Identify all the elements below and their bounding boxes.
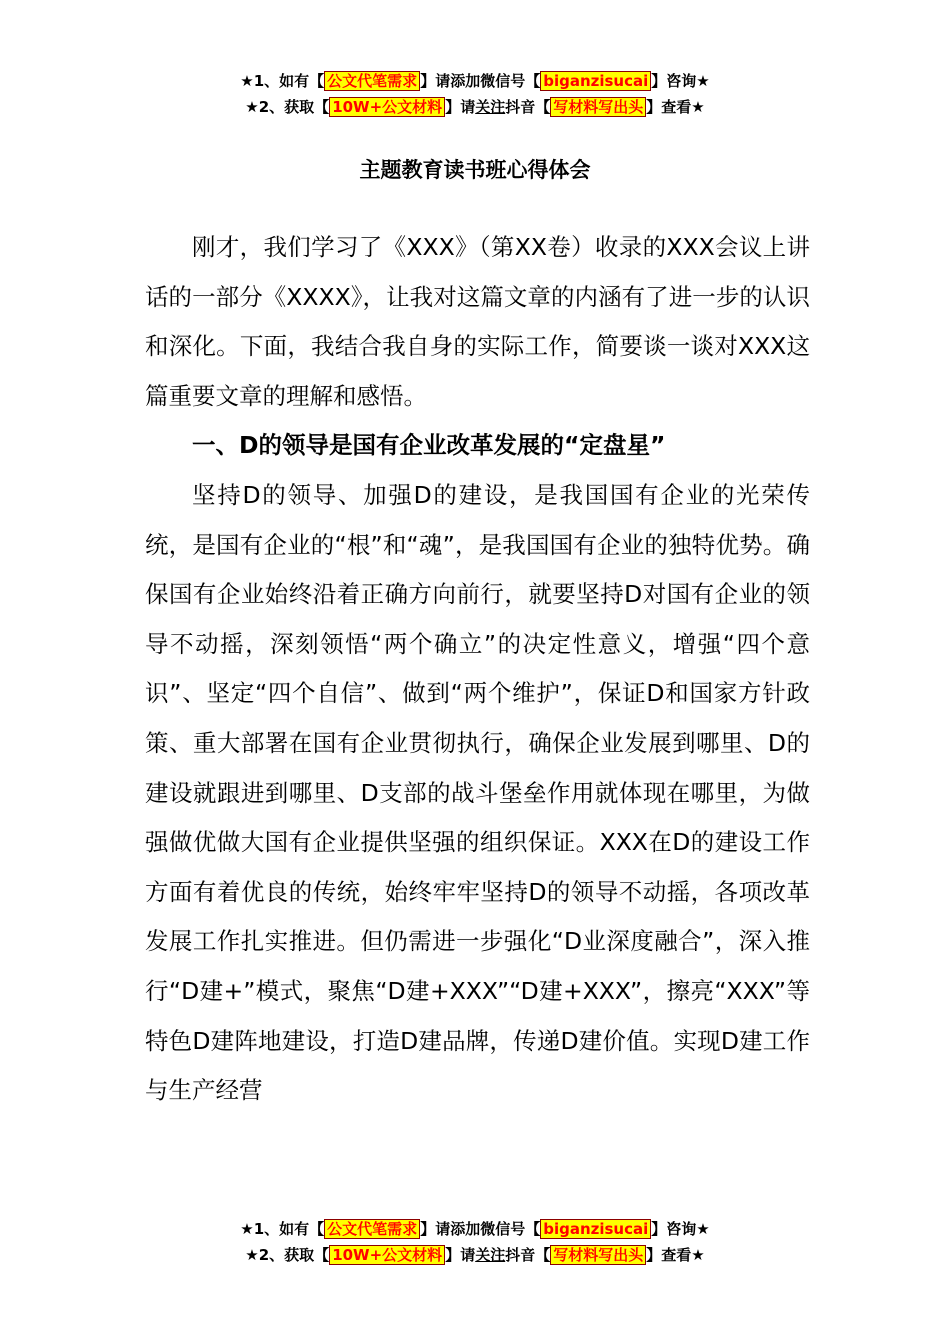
promo-highlight: 10W+公文材料 <box>329 1245 445 1265</box>
promo-highlight: 10W+公文材料 <box>329 97 445 117</box>
promo-text: ★2、获取【 <box>245 1246 330 1264</box>
promo-text: 】请 <box>445 1246 476 1264</box>
promo-highlight-douyin: 写材料写出头 <box>550 97 646 117</box>
promo-line-2 <box>0 94 950 120</box>
header-promo-banner <box>0 68 950 120</box>
footer-promo-banner <box>0 1216 950 1268</box>
promo-highlight-wechat-id: biganzisucai <box>540 71 651 91</box>
promo-line-2 <box>0 1242 950 1268</box>
promo-text: 】查看★ <box>646 1246 705 1264</box>
promo-line-1 <box>0 68 950 94</box>
promo-text: 】查看★ <box>646 98 705 116</box>
promo-text: 抖音【 <box>505 1246 551 1264</box>
promo-text: 】请添加微信号【 <box>420 72 541 90</box>
promo-text: ★2、获取【 <box>245 98 330 116</box>
body-paragraph: 坚持D的领导、加强D的建设，是我国国有企业的光荣传统，是国有企业的“根”和“魂”，是我国国有企业的独特优势。确保国有企业始终沿着正确方向前行，就要坚持D对国有企业的领导不动摇，深刻领悟“两个确立”的决定性意义，增强“四个意识”、坚定“四个自信”、做到“两个维护”，保证D和国家方针政策、重大部署在国有企业贯彻执行，确保企业发展到哪里、D的建设就跟进到哪里、D支部的战斗堡垒作用就体现在哪里，为做强做优做大国有企业提供坚强的组织保证。XXX在D的建设工作方面有着优良的传统，始终牢牢坚持D的领导不动摇，各项改革发展工作扎实推进。但仍需进一步强化“D业深度融合”，深入推行“D建+”模式，聚焦“D建+XXX”“D建+XXX”，擦亮“XXX”等特色D建阵地建设，打造D建品牌，传递D建价值。实现D建工作与生产经营 <box>145 480 810 1105</box>
promo-line-1 <box>0 1216 950 1242</box>
body-paragraph: 刚才，我们学习了《XXX》（第XX卷）收录的XXX会议上讲话的一部分《XXXX》，让我对这篇文章的内涵有了进一步的认识和深化。下面，我结合我自身的实际工作，简要谈一谈对XXX这篇重要文章的理解和感悟。 <box>145 233 810 410</box>
promo-text: ★1、如有【 <box>240 72 325 90</box>
section-heading: 一、D的领导是国有企业改革发展的“定盘星” <box>192 431 666 460</box>
promo-text: 】请添加微信号【 <box>420 1220 541 1238</box>
promo-text: ★1、如有【 <box>240 1220 325 1238</box>
promo-highlight-douyin: 写材料写出头 <box>550 1245 646 1265</box>
document-title: 主题教育读书班心得体会 <box>359 158 591 182</box>
document-body <box>145 223 810 1116</box>
promo-text: 抖音【 <box>505 98 551 116</box>
promo-text: 】咨询★ <box>651 72 710 90</box>
promo-text: 】请 <box>445 98 476 116</box>
promo-highlight-wechat-id: biganzisucai <box>540 1219 651 1239</box>
promo-text: 】咨询★ <box>651 1220 710 1238</box>
promo-underlined-text: 关注 <box>475 98 506 116</box>
promo-highlight: 公文代笔需求 <box>324 71 420 91</box>
promo-highlight: 公文代笔需求 <box>324 1219 420 1239</box>
promo-underlined-text: 关注 <box>475 1246 506 1264</box>
